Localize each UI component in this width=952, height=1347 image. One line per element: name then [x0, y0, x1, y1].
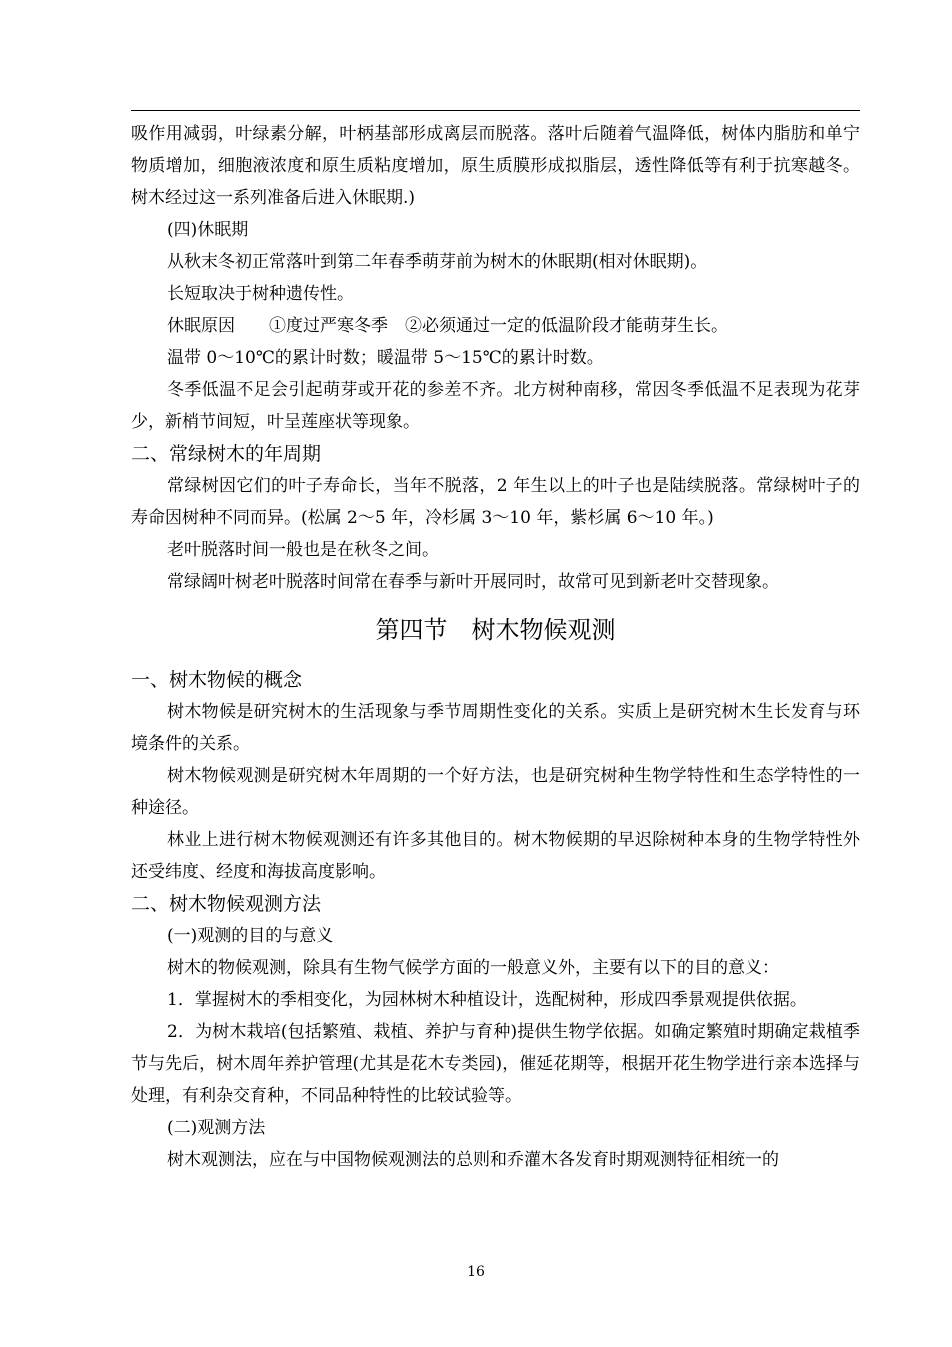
- paragraph: 林业上进行树木物候观测还有许多其他目的。树木物候期的早迟除树种本身的生物学特性外还受纬度、经度和海拔高度影响。: [131, 830, 860, 882]
- paragraph: 树木物候观测是研究树木年周期的一个好方法，也是研究树种生物学特性和生态学特性的一种途径。: [131, 766, 860, 818]
- page-number: 16: [467, 1264, 485, 1280]
- paragraph: 1．掌握树木的季相变化，为园林树木种植设计，选配树种，形成四季景观提供依据。: [167, 990, 807, 1010]
- paragraph: 长短取决于树种遗传性。: [167, 284, 354, 304]
- paragraph: 温带 0～10℃的累计时数；暖温带 5～15℃的累计时数。: [167, 348, 604, 368]
- paragraph: 树木的物候观测，除具有生物气候学方面的一般意义外，主要有以下的目的意义：: [167, 958, 779, 978]
- paragraph: 树木观测法，应在与中国物候观测法的总则和乔灌木各发育时期观测特征相统一的: [167, 1150, 779, 1170]
- paragraph: 从秋末冬初正常落叶到第二年春季萌芽前为树木的休眠期(相对休眠期)。: [167, 252, 708, 272]
- paragraph: 休眠原因 ①度过严寒冬季 ②必须通过一定的低温阶段才能萌芽生长。: [167, 316, 728, 336]
- heading-concept: 一、树木物候的概念: [131, 669, 303, 691]
- paragraph: 冬季低温不足会引起萌芽或开花的参差不齐。北方树种南移，常因冬季低温不足表现为花芽少，新梢节间短，叶呈莲座状等现象。: [131, 380, 860, 432]
- subheading-dormancy: (四)休眠期: [167, 220, 249, 240]
- heading-method: 二、树木物候观测方法: [131, 893, 322, 915]
- paragraph: 常绿阔叶树老叶脱落时间常在春季与新叶开展同时，故常可见到新老叶交替现象。: [167, 572, 779, 592]
- section-title: 第四节 树木物候观测: [375, 616, 616, 644]
- paragraph: 2．为树木栽培(包括繁殖、栽植、养护与育种)提供生物学依据。如确定繁殖时期确定栽植季节与先后，树木周年养护管理(尤其是花木专类园)，催延花期等，根据开花生物学进行亲本选择与处理，有利杂交育种，不同品种特性的比较试验等。: [131, 1022, 860, 1106]
- heading-evergreen: 二、常绿树木的年周期: [131, 443, 322, 465]
- paragraph: 老叶脱落时间一般也是在秋冬之间。: [167, 540, 439, 560]
- subheading-purpose: (一)观测的目的与意义: [167, 926, 334, 946]
- paragraph: 吸作用减弱，叶绿素分解，叶柄基部形成离层而脱落。落叶后随着气温降低，树体内脂肪和单宁物质增加，细胞液浓度和原生质粘度增加，原生质膜形成拟脂层，透性降低等有利于抗寒越冬。树木经过这一系列准备后进入休眠期.): [131, 124, 860, 208]
- document-body: [131, 118, 860, 1176]
- subheading-observation: (二)观测方法: [167, 1118, 266, 1138]
- paragraph: 常绿树因它们的叶子寿命长，当年不脱落，2 年生以上的叶子也是陆续脱落。常绿树叶子的寿命因树种不同而异。(松属 2～5 年，冷杉属 3～10 年，紫杉属 6～10 年。): [131, 476, 860, 528]
- paragraph: 树木物候是研究树木的生活现象与季节周期性变化的关系。实质上是研究树木生长发育与环境条件的关系。: [131, 702, 860, 754]
- header-rule: [131, 110, 860, 111]
